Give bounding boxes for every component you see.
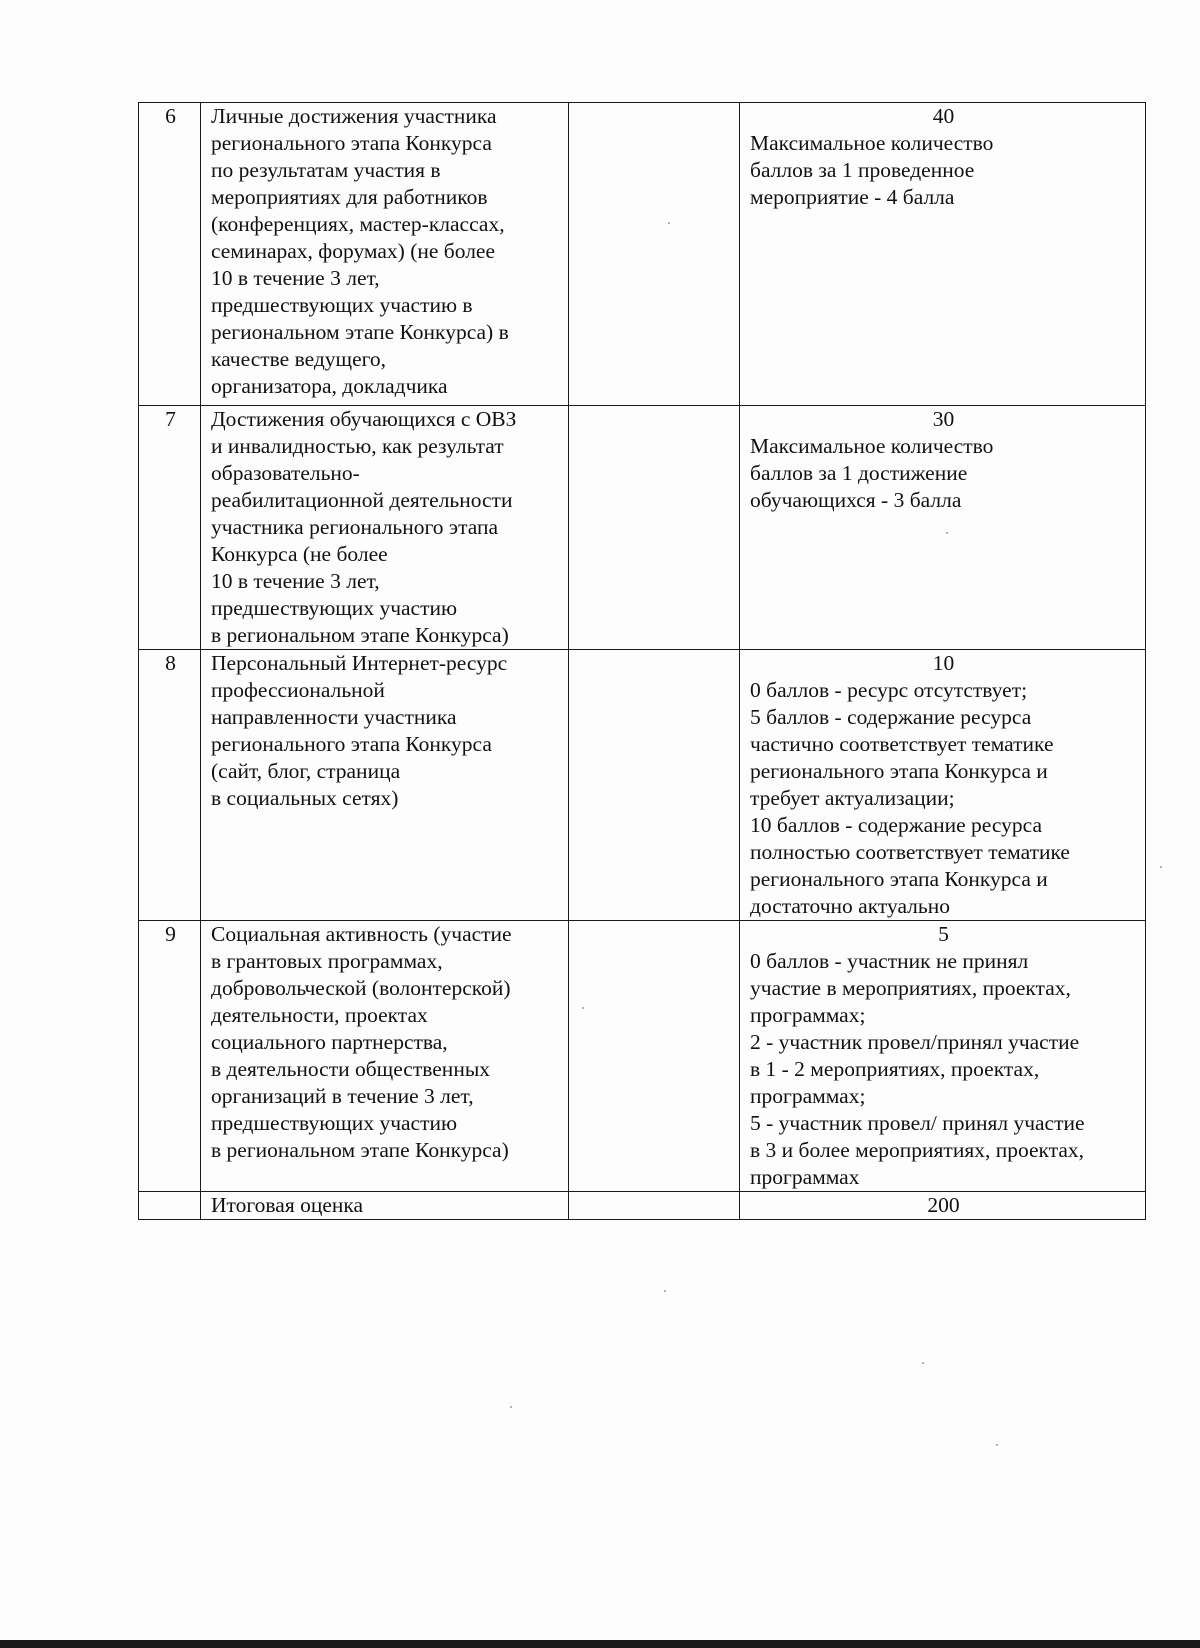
criterion-cell (201, 650, 569, 921)
score-line: 2 - участник провел/принял участие (750, 1030, 1080, 1054)
criterion-line: участника регионального этапа (211, 515, 499, 539)
criterion-line: реабилитационной деятельности (211, 488, 513, 512)
criterion-line: (конференциях, мастер-классах, (211, 212, 505, 236)
criterion-line: в деятельности общественных (211, 1057, 491, 1081)
table-row (139, 103, 1146, 406)
score-line: регионального этапа Конкурса и (750, 759, 1048, 783)
total-label: Итоговая оценка (201, 1192, 569, 1220)
scan-speck (946, 532, 948, 534)
criterion-line: мероприятиях для работников (211, 185, 488, 209)
criterion-line: семинарах, форумах) (не более (211, 239, 496, 263)
total-row (139, 1192, 1146, 1220)
criterion-line: 10 в течение 3 лет, (211, 266, 380, 290)
table-row (139, 406, 1146, 650)
score-line: мероприятие - 4 балла (750, 185, 955, 209)
score-cell (740, 921, 1146, 1192)
empty-cell (569, 406, 740, 650)
total-score-cell (740, 1192, 1146, 1220)
row-number: 7 (139, 406, 201, 650)
criterion-line: Достижения обучающихся с ОВЗ (211, 407, 517, 431)
score-line: 10 баллов - содержание ресурса (750, 813, 1042, 837)
score-line: 5 баллов - содержание ресурса (750, 705, 1032, 729)
criterion-line: организатора, докладчика (211, 374, 448, 398)
score-line: баллов за 1 проведенное (750, 158, 975, 182)
empty-cell (569, 921, 740, 1192)
score-line: баллов за 1 достижение (750, 461, 968, 485)
score-line: 5 - участник провел/ принял участие (750, 1111, 1085, 1135)
scan-speck (1160, 866, 1162, 868)
table-row (139, 921, 1146, 1192)
criterion-line: добровольческой (волонтерской) (211, 976, 511, 1000)
scan-speck (922, 1362, 924, 1364)
criterion-line: Социальная активность (участие (211, 922, 512, 946)
score-line: регионального этапа Конкурса и (750, 867, 1048, 891)
criterion-line: в грантовых программах, (211, 949, 443, 973)
total-number-cell (139, 1192, 201, 1220)
criterion-line: в социальных сетях) (211, 786, 399, 810)
score-line: программах (750, 1165, 860, 1189)
score-line: полностью соответствует тематике (750, 840, 1070, 864)
score-line: программах; (750, 1003, 866, 1027)
criterion-line: по результатам участия в (211, 158, 441, 182)
score-line: Максимальное количество (750, 131, 994, 155)
max-score: 40 (932, 104, 955, 128)
row-number: 6 (139, 103, 201, 406)
criterion-line: Личные достижения участника (211, 104, 497, 128)
criterion-line: и инвалидностью, как результат (211, 434, 504, 458)
score-line: обучающихся - 3 балла (750, 488, 962, 512)
table-row (139, 650, 1146, 921)
criterion-line: Конкурса (не более (211, 542, 388, 566)
empty-cell (569, 650, 740, 921)
score-line: участие в мероприятиях, проектах, (750, 976, 1071, 1000)
criterion-line: организаций в течение 3 лет, (211, 1084, 474, 1108)
criterion-line: социального партнерства, (211, 1030, 448, 1054)
criterion-line: профессиональной (211, 678, 385, 702)
criterion-line: (сайт, блог, страница (211, 759, 401, 783)
scan-speck (510, 1406, 512, 1408)
score-cell (740, 103, 1146, 406)
criterion-line: в региональном этапе Конкурса) (211, 623, 509, 647)
criterion-cell (201, 921, 569, 1192)
scan-speck (582, 1007, 584, 1009)
total-value: 200 (927, 1193, 960, 1217)
criteria-table (138, 102, 1146, 1220)
score-line: в 3 и более мероприятиях, проектах, (750, 1138, 1085, 1162)
criterion-line: Персональный Интернет-ресурс (211, 651, 508, 675)
criterion-line: региональном этапе Конкурса) в (211, 320, 509, 344)
criterion-line: деятельности, проектах (211, 1003, 428, 1027)
scan-speck (996, 1444, 998, 1446)
score-line: достаточно актуально (750, 894, 950, 918)
criterion-line: направленности участника (211, 705, 457, 729)
score-line: в 1 - 2 мероприятиях, проектах, (750, 1057, 1040, 1081)
row-number: 8 (139, 650, 201, 921)
criterion-cell (201, 406, 569, 650)
score-line: программах; (750, 1084, 866, 1108)
criterion-line: регионального этапа Конкурса (211, 732, 492, 756)
empty-cell (569, 1192, 740, 1220)
score-cell (740, 650, 1146, 921)
scan-speck (668, 222, 670, 224)
scan-edge-bar (0, 1640, 1200, 1648)
criterion-line: качестве ведущего, (211, 347, 387, 371)
max-score: 30 (932, 407, 955, 431)
criterion-line: предшествующих участию в (211, 293, 473, 317)
score-line: требует актуализации; (750, 786, 955, 810)
criterion-cell (201, 103, 569, 406)
criterion-line: предшествующих участию (211, 596, 458, 620)
criterion-line: регионального этапа Конкурса (211, 131, 492, 155)
criterion-line: 10 в течение 3 лет, (211, 569, 380, 593)
score-line: 0 баллов - участник не принял (750, 949, 1029, 973)
score-line: частично соответствует тематике (750, 732, 1054, 756)
row-number: 9 (139, 921, 201, 1192)
score-line: Максимальное количество (750, 434, 994, 458)
score-line: 0 баллов - ресурс отсутствует; (750, 678, 1028, 702)
scan-speck (664, 1290, 666, 1292)
criterion-line: в региональном этапе Конкурса) (211, 1138, 509, 1162)
max-score: 5 (938, 922, 949, 946)
score-cell (740, 406, 1146, 650)
criterion-line: образовательно- (211, 461, 360, 485)
max-score: 10 (932, 651, 955, 675)
empty-cell (569, 103, 740, 406)
criterion-line: предшествующих участию (211, 1111, 458, 1135)
